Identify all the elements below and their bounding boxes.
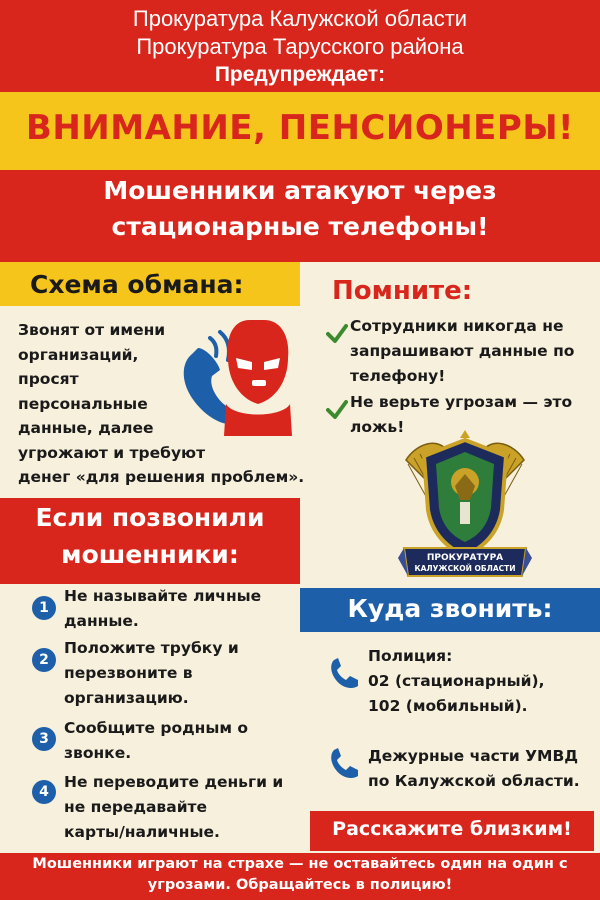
scheme-line: персональные (18, 394, 148, 413)
scheme-line: денег «для решения проблем». (18, 468, 305, 486)
step-number-badge: 3 (32, 727, 56, 751)
scheme-line: угрожают и требуют (18, 443, 206, 462)
if-called-title-2: мошенники: (61, 540, 239, 569)
checkmark-icon (326, 322, 348, 344)
footer-line-2: угрозами. Обращайтесь в полицию! (147, 877, 453, 893)
tell-loved-ones-text: Расскажите близким! (332, 818, 572, 840)
step-line: звонке. (64, 744, 132, 762)
step-item (64, 584, 300, 634)
step-line: Не называйте личные (64, 587, 262, 605)
step-line: не передавайте (64, 798, 208, 816)
remember-line: ложь! (350, 418, 405, 436)
contact-line: Дежурные части УМВД (368, 747, 579, 765)
contact-umvd (368, 744, 598, 794)
remember-line: Сотрудники никогда не (350, 317, 564, 335)
step-line: организацию. (64, 689, 189, 707)
emblem-text-1: ПРОКУРАТУРА (426, 553, 504, 563)
contact-line: 102 (мобильный). (368, 697, 528, 715)
step-line: Сообщите родным о (64, 719, 249, 737)
scheme-line: организаций, (18, 345, 139, 364)
contact-line: Полиция: (368, 647, 453, 665)
footer-line-1: Мошенники играют на страхе — не оставайтесь один на один с (32, 856, 568, 872)
step-number-badge: 4 (32, 780, 56, 804)
step-number-badge: 1 (32, 596, 56, 620)
contact-line: 02 (стационарный), (368, 672, 545, 690)
step-number-badge: 2 (32, 648, 56, 672)
scheme-line: данные, далее (18, 419, 154, 437)
step-line: карты/наличные. (64, 823, 220, 841)
emblem-text-2: КАЛУЖСКОЙ ОБЛАСТИ (414, 564, 516, 573)
org-line-2: Прокуратура Тарусского района (136, 34, 464, 59)
scheme-line: просят (18, 370, 79, 388)
step-line: данные. (64, 612, 139, 630)
scheme-line: Звонят от имени (18, 321, 166, 339)
org-line-1: Прокуратура Калужской области (132, 6, 468, 31)
remember-line: телефону! (350, 367, 446, 385)
step-line: Положите трубку и (64, 639, 239, 657)
attention-title: ВНИМАНИЕ, ПЕНСИОНЕРЫ! (25, 108, 575, 148)
step-line: Не переводите деньги и (64, 773, 284, 791)
scheme-title: Схема обмана: (30, 270, 244, 299)
step-line: перезвоните в (64, 664, 193, 682)
remember-item (350, 314, 590, 389)
where-to-call-title: Куда звонить: (347, 594, 553, 623)
subtitle-line-2: стационарные телефоны! (111, 212, 489, 241)
subtitle-line-1: Мошенники атакуют через (103, 176, 497, 205)
checkmark-icon (326, 398, 348, 420)
step-item (64, 636, 300, 711)
phone-icon (328, 656, 362, 690)
step-item (64, 716, 300, 766)
prosecutor-emblem (398, 430, 532, 582)
warns-label: Предупреждает: (214, 63, 386, 86)
contact-police (368, 644, 598, 719)
if-called-title-1: Если позвонили (35, 503, 265, 532)
phone-icon (328, 746, 362, 780)
remember-line: запрашивают данные по (350, 342, 575, 360)
hacker-mask-icon (172, 318, 298, 436)
contact-line: по Калужской области. (368, 772, 580, 790)
remember-title: Помните: (332, 276, 473, 306)
step-item (64, 770, 300, 845)
remember-line: Не верьте угрозам — это (350, 393, 573, 411)
